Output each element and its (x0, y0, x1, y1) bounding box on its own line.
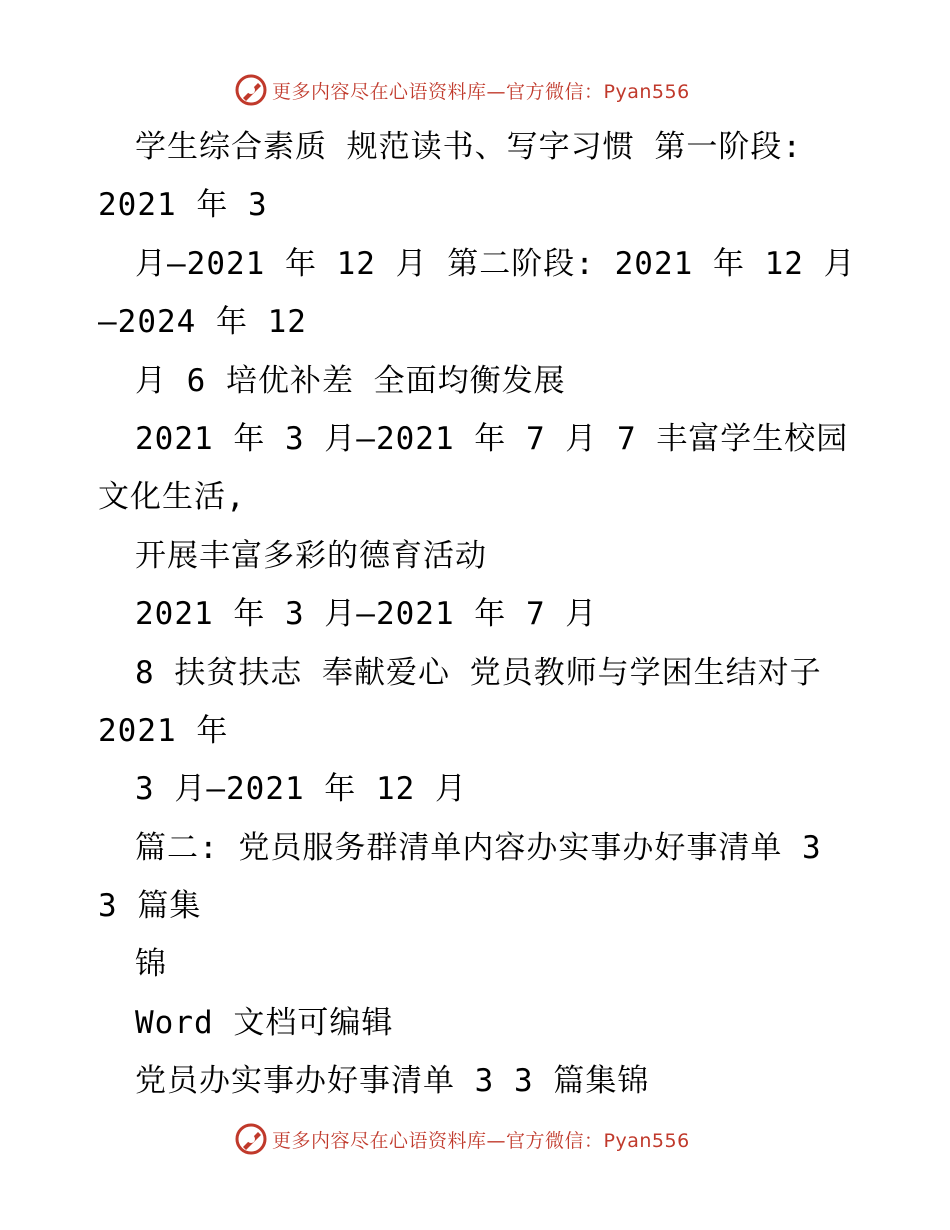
text-line: 文化生活, (98, 479, 246, 516)
text-line: 党员办实事办好事清单 3 3 篇集锦 (135, 1063, 650, 1100)
header-banner-text: 更多内容尽在心语资料库—官方微信：Pyan556 (272, 80, 690, 103)
text-line: 锦 (135, 946, 167, 983)
text-line: 2021 年 3 月—2021 年 7 月 (135, 596, 598, 633)
footer-banner (234, 1121, 690, 1157)
text-line: 开展丰富多彩的德育活动 (135, 537, 487, 574)
body-text (98, 118, 858, 1111)
text-line: 篇二: 党员服务群清单内容办实事办好事清单 3 (135, 829, 822, 866)
text-line: 3 月—2021 年 12 月 (135, 771, 467, 808)
text-line: 2021 年 3 月—2021 年 7 月 7 丰富学生校园 (135, 420, 849, 457)
pen-logo-icon (234, 73, 268, 107)
text-line: 月—2021 年 12 月 第二阶段: 2021 年 12 月 (135, 245, 856, 282)
text-line: —2024 年 12 (98, 304, 307, 341)
header-banner (234, 72, 690, 108)
text-line: 月 6 培优补差 全面均衡发展 (135, 362, 566, 399)
text-line: 2021 年 3 (98, 187, 268, 224)
footer-banner-text: 更多内容尽在心语资料库—官方微信：Pyan556 (272, 1129, 690, 1152)
text-line: 2021 年 (98, 712, 229, 749)
pen-logo-icon (234, 1122, 268, 1156)
text-line: 3 篇集 (98, 888, 202, 925)
text-line: Word 文档可编辑 (135, 1004, 394, 1041)
text-line: 8 扶贫扶志 奉献爱心 党员教师与学困生结对子 (135, 654, 822, 691)
text-line: 学生综合素质 规范读书、写字习惯 第一阶段: (135, 129, 802, 165)
